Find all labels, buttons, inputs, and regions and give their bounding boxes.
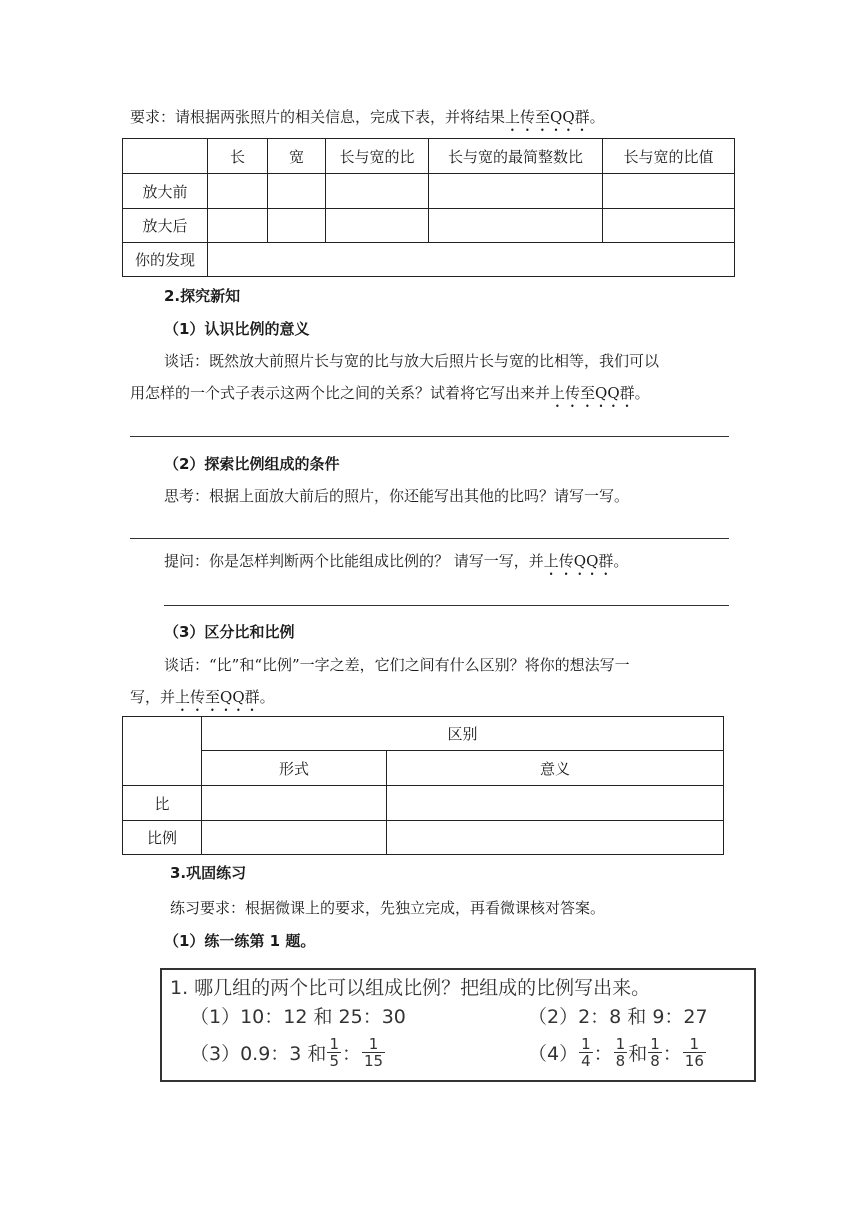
table1-header-length: 长 bbox=[208, 139, 268, 174]
requirement-prefix: 要求：请根据两张照片的相关信息，完成下表，并将结果 bbox=[130, 108, 506, 126]
table1-row-label: 放大后 bbox=[123, 209, 208, 243]
section2-sub2-think: 思考：根据上面放大前后的照片，你还能写出其他的比吗？请写一写。 bbox=[164, 487, 630, 505]
table2-blank-corner bbox=[123, 717, 202, 786]
fraction-denominator: 4 bbox=[581, 1052, 591, 1070]
fraction bbox=[327, 1036, 341, 1069]
section3-title: 3.巩固练习 bbox=[170, 864, 247, 882]
section2-sub1-title: （1）认识比例的意义 bbox=[164, 320, 310, 338]
section2-sub2-ask bbox=[164, 550, 628, 579]
sub3-line2-prefix: 写，并 bbox=[130, 688, 176, 706]
table1-cell[interactable] bbox=[208, 209, 268, 243]
fraction bbox=[614, 1036, 628, 1069]
table1-cell[interactable] bbox=[268, 209, 326, 243]
table1-discovery-label: 你的发现 bbox=[123, 243, 208, 277]
fraction-numerator: 1 bbox=[581, 1035, 591, 1053]
answer-line[interactable] bbox=[164, 605, 729, 606]
ratio-vs-proportion-table bbox=[122, 716, 724, 855]
colon: ： bbox=[662, 1043, 682, 1065]
fraction bbox=[362, 1036, 385, 1069]
section2-sub1-line1: 谈话：既然放大前照片长与宽的比与放大后照片长与宽的比相等，我们可以 bbox=[164, 352, 660, 370]
sub1-line2-prefix: 用怎样的一个式子表示这两个比之间的关系？试着将它写出来并 bbox=[130, 384, 551, 402]
sub2-ask-end: 。 bbox=[613, 552, 629, 570]
fraction bbox=[648, 1036, 662, 1069]
exercise-item-4 bbox=[528, 1036, 707, 1069]
fraction-denominator: 8 bbox=[615, 1052, 626, 1070]
requirement-end: 。 bbox=[589, 108, 605, 126]
section2-title: 2.探究新知 bbox=[164, 287, 241, 305]
table1-header-width: 宽 bbox=[268, 139, 326, 174]
fraction-denominator: 5 bbox=[329, 1052, 339, 1070]
table2-cell[interactable] bbox=[387, 821, 724, 855]
photo-ratio-table bbox=[122, 138, 735, 277]
fraction-numerator: 1 bbox=[362, 1036, 385, 1053]
colon: ： bbox=[593, 1043, 613, 1065]
fraction-denominator: 8 bbox=[650, 1052, 660, 1070]
table2-col-form: 形式 bbox=[202, 751, 387, 786]
section2-sub1-line2 bbox=[130, 382, 650, 411]
fraction-numerator: 1 bbox=[683, 1036, 706, 1053]
fraction-numerator: 1 bbox=[329, 1035, 339, 1053]
table1-header-simplest-ratio: 长与宽的最简整数比 bbox=[429, 139, 603, 174]
table1-cell[interactable] bbox=[268, 174, 326, 209]
sub2-ask-dotted: 上传QQ群 bbox=[543, 552, 614, 570]
sub3-line2-dotted: 上传至QQ群 bbox=[175, 688, 260, 706]
fraction-denominator: 16 bbox=[684, 1052, 704, 1070]
sub1-line2-dotted: 上传至QQ群。 bbox=[550, 384, 650, 402]
exercise-item-1: （1）10：12 和 25：30 bbox=[190, 1006, 406, 1028]
table2-group-header: 区别 bbox=[202, 717, 724, 751]
table1-row-label: 放大前 bbox=[123, 174, 208, 209]
fraction bbox=[683, 1036, 706, 1069]
table1-cell[interactable] bbox=[603, 209, 735, 243]
table2-col-meaning: 意义 bbox=[387, 751, 724, 786]
table1-discovery-cell[interactable] bbox=[208, 243, 735, 277]
section2-sub2-title: （2）探索比例组成的条件 bbox=[164, 455, 340, 473]
table1-cell[interactable] bbox=[603, 174, 735, 209]
table1-header-ratio-value: 长与宽的比值 bbox=[603, 139, 735, 174]
table1-header-blank bbox=[123, 139, 208, 174]
table1-cell[interactable] bbox=[429, 174, 603, 209]
requirement-text bbox=[130, 106, 605, 135]
sub3-line2-end: 。 bbox=[259, 688, 275, 706]
colon: ： bbox=[341, 1043, 361, 1065]
answer-line[interactable] bbox=[130, 538, 729, 539]
table2-row-label: 比例 bbox=[123, 821, 202, 855]
table1-cell[interactable] bbox=[208, 174, 268, 209]
fraction-denominator: 15 bbox=[364, 1052, 384, 1070]
table1-cell[interactable] bbox=[326, 174, 429, 209]
exercise-item-2: （2）2：8 和 9：27 bbox=[528, 1006, 708, 1028]
table2-cell[interactable] bbox=[202, 821, 387, 855]
exercise-box bbox=[160, 968, 756, 1082]
table1-cell[interactable] bbox=[429, 209, 603, 243]
table1-cell[interactable] bbox=[326, 209, 429, 243]
and-word: 和 bbox=[628, 1043, 648, 1065]
section3-requirement: 练习要求：根据微课上的要求，先独立完成，再看微课核对答案。 bbox=[170, 899, 606, 917]
section3-sub1-title: （1）练一练第 1 题。 bbox=[164, 932, 316, 950]
fraction-numerator: 1 bbox=[650, 1035, 660, 1053]
table2-cell[interactable] bbox=[387, 786, 724, 821]
table2-row-label: 比 bbox=[123, 786, 202, 821]
exercise-question: 1. 哪几组的两个比可以组成比例？把组成的比例写出来。 bbox=[170, 977, 651, 999]
section2-sub3-line1: 谈话：“比”和“比例”一字之差，它们之间有什么区别？将你的想法写一 bbox=[164, 656, 630, 674]
table1-header-ratio: 长与宽的比 bbox=[326, 139, 429, 174]
sub2-ask-prefix: 提问：你是怎样判断两个比能组成比例的？ 请写一写，并 bbox=[164, 552, 544, 570]
section2-sub3-title: （3）区分比和比例 bbox=[164, 623, 295, 641]
item3-prefix: （3）0.9：3 和 bbox=[190, 1043, 327, 1065]
exercise-item-3 bbox=[190, 1036, 386, 1069]
section2-sub3-line2 bbox=[130, 686, 275, 715]
requirement-dotted: 上传至QQ群 bbox=[505, 108, 590, 126]
fraction-numerator: 1 bbox=[615, 1035, 626, 1053]
item4-prefix: （4） bbox=[528, 1043, 579, 1065]
fraction bbox=[579, 1036, 593, 1069]
table2-cell[interactable] bbox=[202, 786, 387, 821]
answer-line[interactable] bbox=[130, 436, 729, 437]
